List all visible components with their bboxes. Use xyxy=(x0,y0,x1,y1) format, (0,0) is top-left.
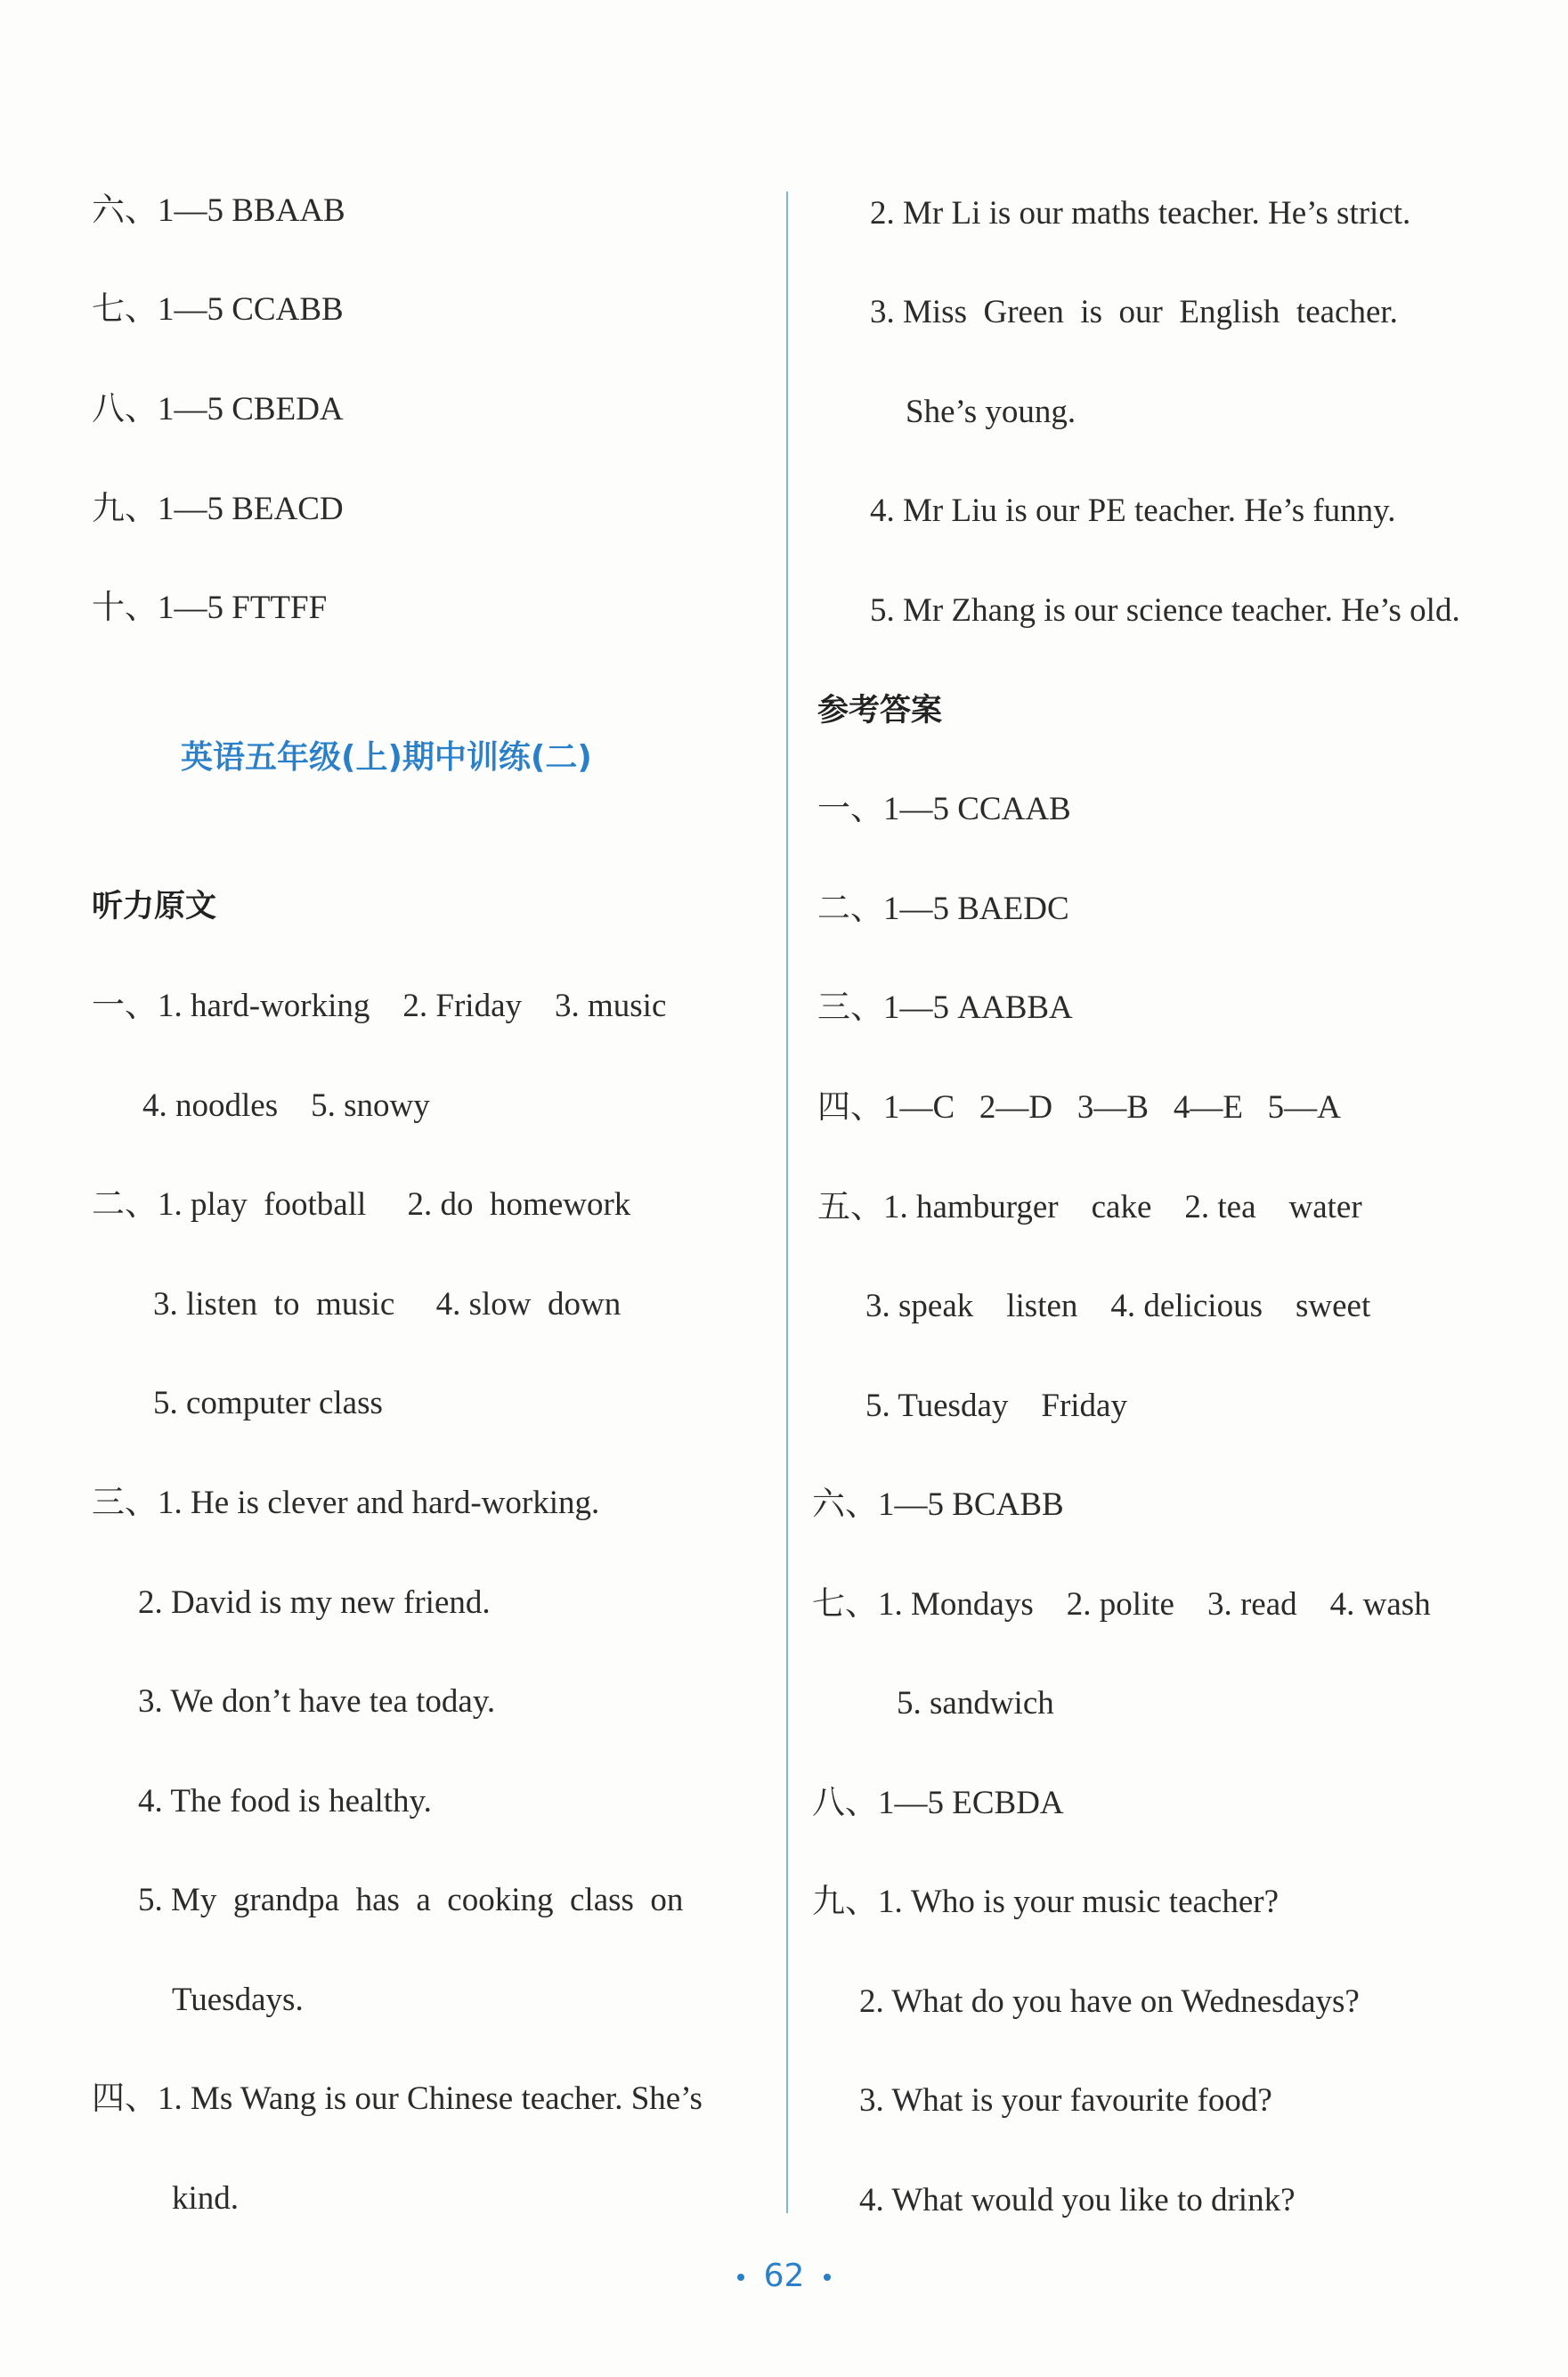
answer-line: 三、1—5 AABBA xyxy=(817,989,1073,1026)
answer-line: 二、1—5 BAEDC xyxy=(817,891,1069,927)
answer-line: 一、1—5 CCAAB xyxy=(817,791,1071,827)
text-line: 4. noodles 5. snowy xyxy=(142,1087,430,1124)
text-line: kind. xyxy=(172,2180,240,2217)
listening-heading: 听力原文 xyxy=(92,889,217,924)
text-line: 一、1. hard-working 2. Friday 3. music xyxy=(92,988,667,1024)
text-line: 4. The food is healthy. xyxy=(138,1783,432,1819)
text-line: 3. listen to music 4. slow down xyxy=(153,1286,622,1323)
text-line: She’s young. xyxy=(906,394,1076,430)
answers-heading: 参考答案 xyxy=(817,693,943,729)
section-title: 英语五年级(上)期中训练(二) xyxy=(181,739,592,776)
bullet-icon xyxy=(737,2274,744,2281)
page-number xyxy=(0,2258,1568,2294)
text-line: 5. Mr Zhang is our science teacher. He’s old. xyxy=(870,592,1460,629)
answer-line: 八、1—5 ECBDA xyxy=(812,1785,1064,1821)
column-divider xyxy=(786,191,788,2213)
answer-line: 六、1—5 BCABB xyxy=(812,1486,1064,1523)
answer-line: 5. sandwich xyxy=(897,1685,1054,1722)
text-line: 3. Miss Green is our English teacher. xyxy=(870,294,1398,330)
answer-line: 六、1—5 BBAAB xyxy=(92,192,345,229)
answer-line: 七、1. Mondays 2. polite 3. read 4. wash xyxy=(812,1586,1431,1623)
answer-line: 4. What would you like to drink? xyxy=(859,2182,1296,2218)
text-line: 2. Mr Li is our maths teacher. He’s strict. xyxy=(870,195,1411,232)
answer-line: 四、1—C 2—D 3—B 4—E 5—A xyxy=(817,1089,1341,1126)
text-line: Tuesdays. xyxy=(172,1982,304,2018)
bullet-icon xyxy=(824,2274,831,2281)
text-line: 四、1. Ms Wang is our Chinese teacher. She’s xyxy=(92,2080,703,2117)
text-line: 三、1. He is clever and hard-working. xyxy=(92,1485,600,1521)
text-line: 二、1. play football 2. do homework xyxy=(92,1186,631,1223)
text-line: 5. computer class xyxy=(153,1385,383,1421)
answer-line: 3. speak listen 4. delicious sweet xyxy=(865,1288,1371,1324)
answer-line: 十、1—5 FTTFF xyxy=(92,590,328,626)
text-line: 3. We don’t have tea today. xyxy=(138,1683,496,1720)
answer-line: 五、1. hamburger cake 2. tea water xyxy=(817,1189,1362,1225)
answer-line: 九、1—5 BEACD xyxy=(92,491,344,527)
text-line: 4. Mr Liu is our PE teacher. He’s funny. xyxy=(870,492,1396,529)
answer-line: 八、1—5 CBEDA xyxy=(92,391,344,427)
text-line: 2. David is my new friend. xyxy=(138,1584,491,1621)
page-number-text: 62 xyxy=(763,2258,805,2294)
text-line: 5. My grandpa has a cooking class on xyxy=(138,1882,684,1918)
answer-line: 2. What do you have on Wednesdays? xyxy=(859,1983,1360,2020)
answer-line: 七、1—5 CCABB xyxy=(92,291,344,328)
answer-line: 九、1. Who is your music teacher? xyxy=(812,1884,1280,1920)
answer-line: 3. What is your favourite food? xyxy=(859,2082,1272,2119)
answer-line: 5. Tuesday Friday xyxy=(865,1388,1127,1424)
